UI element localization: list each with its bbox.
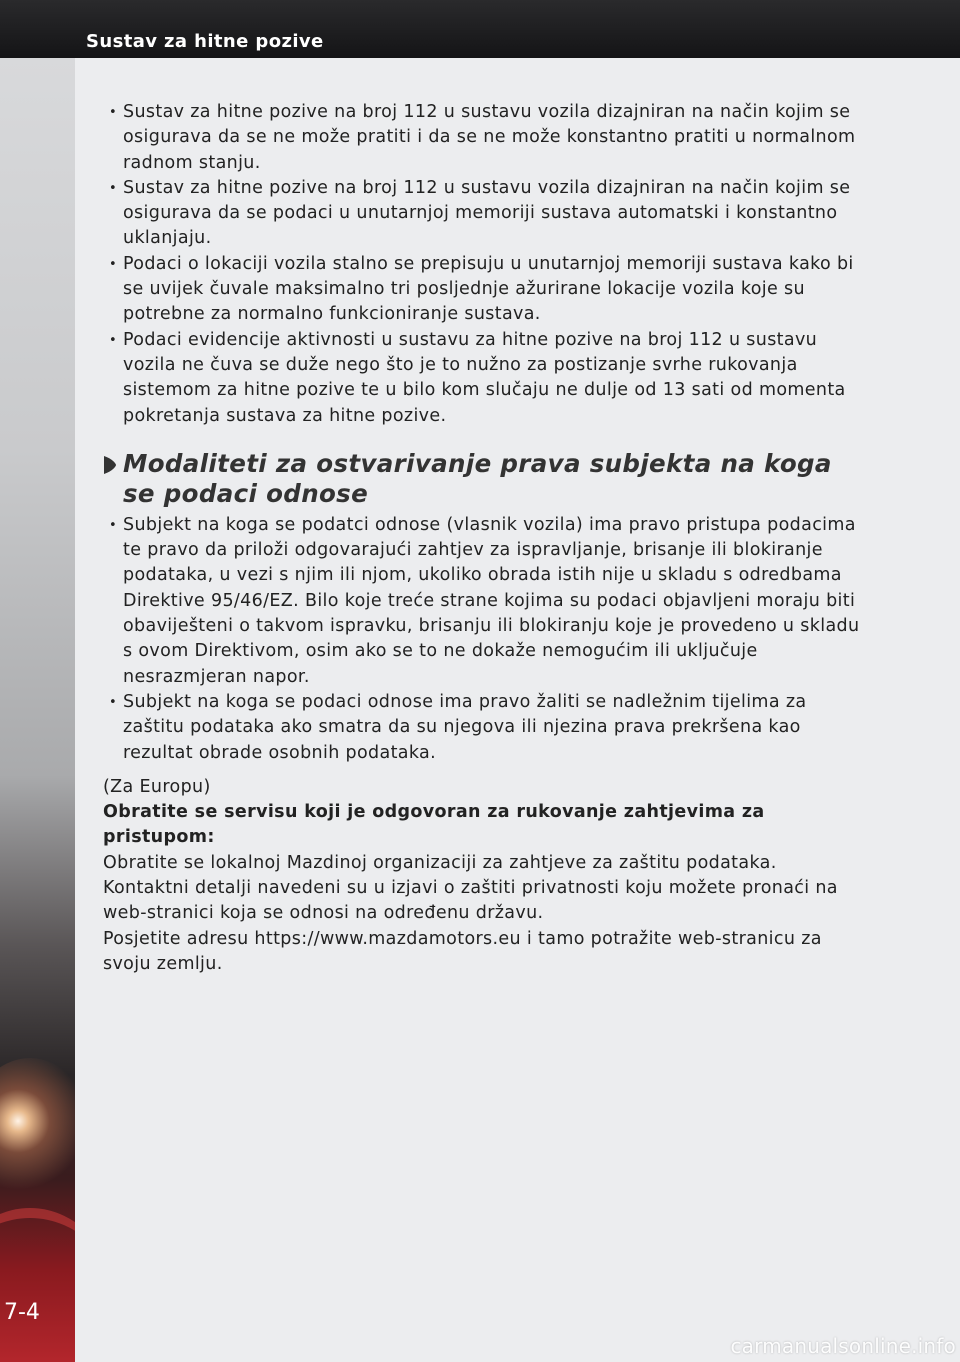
page-header-title: Sustav za hitne pozive bbox=[86, 31, 324, 52]
section-marker-icon bbox=[103, 455, 117, 475]
section-heading bbox=[103, 449, 863, 509]
list-item: • Subjekt na koga se podatci odnose (vlasnik vozila) ima pravo pristupa podacima te pravo da priloži odgovarajući zahtjev za ispravljanje, brisanje ili blokiranje podataka, u vezi s njim ili njom, ukoliko obrada istih nije u skladu s odredbama Direktive 95/46/EZ. Bilo koje treće strane kojima su podaci objavljeni moraju biti obaviješteni o takvom ispravku, brisanju ili blokiranju koje je provedeno u skladu s ovom Direktivom, osim ako se to ne dokaže nemogućim ili uključuje nesrazmjeran napor. bbox=[103, 513, 863, 690]
side-decoration-strip bbox=[0, 58, 75, 1362]
watermark: carmanualsonline.info bbox=[730, 1334, 956, 1358]
list-item: • Sustav za hitne pozive na broj 112 u sustavu vozila dizajniran na način kojim se osigurava da se ne može pratiti i da se ne može konstantno pratiti u normalnom radnom stanju. bbox=[103, 100, 863, 176]
bullet-list-top bbox=[103, 100, 863, 429]
contact-line-1: Obratite se lokalnoj Mazdinoj organizaciji za zahtjeve za zaštitu podataka. bbox=[103, 852, 777, 873]
headlight-glow-decoration bbox=[0, 1058, 75, 1198]
contact-line-3: Posjetite adresu https://www.mazdamotors.eu i tamo potražite web-stranicu za svoju zemlju. bbox=[103, 928, 822, 974]
bullet-list-section bbox=[103, 513, 863, 766]
red-arc-decoration bbox=[0, 1208, 75, 1362]
contact-heading: Obratite se servisu koji je odgovoran za rukovanje zahtjevima za pristupom: bbox=[103, 802, 765, 848]
list-item: • Subjekt na koga se podaci odnose ima pravo žaliti se nadležnim tijelima za zaštitu podataka ako smatra da su njegova ili njezina prava prekršena kao rezultat obrade osobnih podataka. bbox=[103, 690, 863, 766]
header-bar bbox=[0, 0, 960, 58]
section-heading-text: Modaliteti za ostvarivanje prava subjekta na koga se podaci odnose bbox=[123, 448, 832, 508]
main-content bbox=[103, 100, 863, 977]
list-item: • Podaci evidencije aktivnosti u sustavu za hitne pozive na broj 112 u sustavu vozila ne čuva se duže nego što je to nužno za postizanje svrhe rukovanja sistemom za hitne pozive te u bilo kom slučaju ne dulje od 13 sati od momenta pokretanja sustava za hitne pozive. bbox=[103, 328, 863, 429]
list-item: • Podaci o lokaciji vozila stalno se prepisuju u unutarnjoj memoriji sustava kako bi se uvijek čuvale maksimalno tri posljednje ažurirane lokacije vozila koje su potrebne za normalno funkcioniranje sustava. bbox=[103, 252, 863, 328]
contact-line-2: Kontaktni detalji navedeni su u izjavi o zaštiti privatnosti koju možete pronaći na web-stranici koja se odnosi na određenu državu. bbox=[103, 878, 838, 924]
list-item: • Sustav za hitne pozive na broj 112 u sustavu vozila dizajniran na način kojim se osigurava da se podaci u unutarnjoj memoriji sustava automatski i konstantno uklanjaju. bbox=[103, 176, 863, 252]
region-note: (Za Europu) bbox=[103, 776, 211, 797]
page-number: 7-4 bbox=[4, 1300, 40, 1325]
